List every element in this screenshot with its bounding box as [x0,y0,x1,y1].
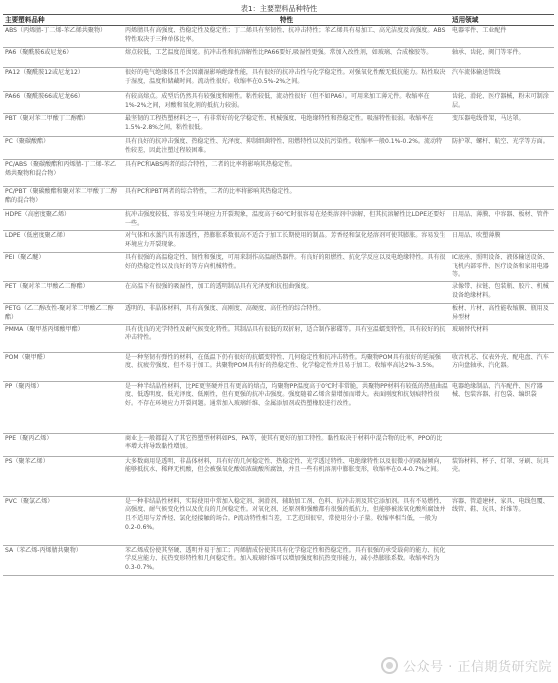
plastic-type-cell: POM（聚甲醛） [3,352,123,381]
applications-cell: 轴承、齿轮、阀门等零件。 [450,48,554,68]
table-header-row [3,15,554,26]
applications-cell [450,160,554,187]
table-row [3,433,554,456]
table-row [3,381,554,433]
applications-cell [450,545,554,575]
table-row [3,92,554,114]
applications-cell [450,433,554,456]
applications-cell: 板材、片材、高性能收缩膜、瓶用及异型材 [450,304,554,324]
properties-cell: 熔点较低，工艺温度范围宽。抗冲击性和抗溶解性比PA66要好,吸湿性更强。常加入改性剂，如玻璃、合成橡胶等。 [123,48,450,68]
plastic-type-cell: PS（聚苯乙烯） [3,456,123,496]
table-row [3,324,554,352]
table-row [3,456,554,496]
properties-cell: 在高温下有很强的吸湿性，加工的透明制品具有光泽度和抗扭曲强度。 [123,282,450,304]
applications-cell: 日用品、吹塑薄膜 [450,231,554,253]
plastic-type-cell: PETG（乙二醇改性-聚对苯二甲酸乙二醇酯） [3,304,123,324]
properties-cell: 具有良好的抗冲击强度、热稳定性、光泽度、抑制细菌特性、阻燃特性以及抗污染性。收缩率一般0.1%-0.2%。流动特性较差，因此注塑过程较困难。 [123,137,450,160]
table-row [3,48,554,68]
table-row [3,26,554,48]
table-row [3,187,554,210]
plastic-type-cell: PBT（聚对苯二甲酸丁二醇酯） [3,114,123,137]
applications-cell: IC底座、照明设备、液体输送设备、飞机内部零件、医疗设备和家用电器等。 [450,253,554,282]
plastic-type-cell: HDPE（高密度聚乙烯） [3,210,123,231]
plastic-type-cell: PA12（聚酰胺12或尼龙12） [3,68,123,92]
plastic-type-cell: PEI（聚乙醚） [3,253,123,282]
properties-cell: 抗冲击强度较低、容易发生环境应力开裂现象，温度高于60℃时很容易在烃类溶剂中溶解，但其抗溶解性比LDPE还要好一些。 [123,210,450,231]
applications-cell: 汽车流体输送管线 [450,68,554,92]
properties-cell: 最坚韧的工程热塑材料之一，有非常好的化学稳定性、机械强度、电绝缘特性和热稳定性。吸湿特性很弱。收缩率在1.5%-2.8%之间，粘性很低。 [123,114,450,137]
applications-cell: 变压器电线骨架，马达罩。 [450,114,554,137]
properties-cell: 大多数商用是透明、非晶体材料，具有好的几何稳定性、热稳定性、光学透过特性、电绝缘特性以及很微小的吸湿倾向，能够抵抗水、稀释无机酸，但会被强氧化酸如浓硫酸所腐蚀，并且一些有机溶剂中膨胀变形，收缩率在0.4-0.7%之间。 [123,456,450,496]
applications-cell: 电器零件、工业配件 [450,26,554,48]
watermark [381,656,552,675]
properties-cell: 具有PC和PBT两者的综合特性，二者的比率将影响其热稳定性。 [123,187,450,210]
properties-cell: 丙烯腈具有高强度、热稳定性及稳定性；丁二烯具有坚韧性、抗冲击特性；苯乙烯具有易加工、高光洁度及高强度。ABS特性取决于三种单体比率。 [123,26,450,48]
table-row [3,114,554,137]
watermark-text: 公众号 · 正信期货研究院 [403,660,552,675]
properties-cell: 有较高熔点。成型后仍然具有较强度和刚性。粘性较低，流动性很好（但不如PA6）。可用来加工薄元件。收缩率在1%-2%之间，对酸和氧化剂的抵抗力较弱。 [123,92,450,114]
applications-cell: 装饰材料、杯子、灯罩、牙刷、玩具壳。 [450,456,554,496]
applications-cell: 录像带、拉链、包装瓶、胶片、机械设备绝缘材料。 [450,282,554,304]
table-row [3,282,554,304]
properties-cell: 具有很强的高温稳定性、韧性和强度，可用来制作高温耐热器件。有良好的阻燃性、抗化学反应以及电绝缘特性。具有很好的热稳定性以及良好的等方向机械特性。 [123,253,450,282]
table-row [3,137,554,160]
plastic-type-cell: PMMA（聚甲基丙烯酸甲酯） [3,324,123,352]
properties-cell: 商业上一般都混入了其它热塑型材料如PS、PA等，使其有更好的加工特性。黏性取决于材料中混合物的比率，PPO的比率增大将导致黏性增加。 [123,433,450,456]
applications-cell: 日用品、薄膜、中容器、板材、管件 [450,210,554,231]
applications-cell: 容器、管道建材、家具、电线包覆、线管、鞋、玩具、纤维等。 [450,496,554,545]
header-applications: 适用领域 [450,15,554,26]
table-row [3,231,554,253]
plastic-type-cell: PP（聚丙烯） [3,381,123,433]
properties-cell: 透明的、非晶体材料，具有高强度、高刚度、高硬度、高任性的综合特性。 [123,304,450,324]
table-row [3,253,554,282]
plastic-type-cell: PC/ABS（聚碳酸酯和丙烯腈-丁二烯-苯乙烯共聚物和混合物） [3,160,123,187]
plastic-type-cell: PC/PBT（聚碳酸酯和聚对苯二甲酸丁二醇酯的混合物） [3,187,123,210]
plastic-type-cell: PET（聚对苯二甲酸乙二醇酯） [3,282,123,304]
header-plastic-type: 主要塑料品种 [3,15,123,26]
applications-cell [450,187,554,210]
properties-cell: 是一种半结晶性材料，比PE更坚硬并且有更高的熔点，均聚物PP温度高于0℃时非常脆，共聚物PP材料有较低的热扭曲温度、低透明度、低光泽度、低刚性，但有更强的抗冲击强度。强度随着乙烯含量增加而增大。表面刚度和抗划痕特性很好。不存在环境应力开裂问题。通常加入玻璃纤维、金属添加剂或热塑橡胶进行改性。 [123,381,450,433]
properties-cell: 是一种坚韧有弹性的材料，在低温下仍有很好的抗蠕变特性、几何稳定性和抗冲击特性。均聚物POM具有很好的延展强度、抗疲劳强度、但不易于加工。共聚物POM具有好的热稳定性、化学稳定性并且易于加工。收缩率高达2%-3.5%。 [123,352,450,381]
properties-cell: 具有优良的光学特性及耐气候变化特性。其制品具有很低的双折射，适合制作影碟等。具有室温蠕变特性，具有较好的抗冲击特性。 [123,324,450,352]
properties-cell: 苯乙烯成份使其坚硬、透明并易于加工；丙烯腈成份使其具有化学稳定性和热稳定性。具有很强的承受载荷的能力、抗化学反应能力、抗热变形特性和几何稳定性。加入玻璃纤维可以增加强度和抗热变形能力，减小热膨胀系数。收缩率约为0.3-0.7%。 [123,545,450,575]
applications-cell: 齿轮、滑轮、医疗器械，粉末可制涂层。 [450,92,554,114]
header-properties: 特性 [123,15,450,26]
applications-cell: 玻璃替代材料 [450,324,554,352]
table-row [3,68,554,92]
plastic-type-cell: ABS（丙烯腈-丁二烯-苯乙烯共聚物） [3,26,123,48]
plastic-type-cell: PPE（聚丙乙烯） [3,433,123,456]
properties-cell: 对气体和水蒸汽具有渗透性，热膨胀系数很高不适合于加工长期使用的制品。芳香烃和氯化烃溶剂可使其膨胀。容易发生环境应力开裂现象。 [123,231,450,253]
plastic-type-cell: SA（苯乙烯-丙烯腈共聚物） [3,545,123,575]
properties-cell: 很好的电气绝缘体且不会因潮湿影响绝缘性能，具有很好的抗冲击性与化学稳定性。对强氧化性酸无抵抗能力。粘性取决于湿度，温度和储藏时间。流动性很好。收缩率在0.5%-2%之间。 [123,68,450,92]
table-body [3,26,554,576]
properties-cell: 是一种非结晶性材料，实际使用中常加入稳定剂、润滑剂、辅助加工剂、色料、抗冲击剂及其它添加剂。具有不易燃性、高强度、耐气候变化性以及优良的几何稳定性。对氧化剂、还原剂和强酸都有很强的抵抗力，但能够被浓氧化酸所腐蚀并且不适用与芳香烃、氯化烃接触的场合。P流动特性相当差，工艺范围很窄，常使用分小子量。收缩率相当低，一般为0.2-0.6%。 [123,496,450,545]
plastic-type-cell: PVC（聚氯乙烯） [3,496,123,545]
plastic-type-cell: LDPE（低密度聚乙烯） [3,231,123,253]
plastic-type-cell: PC（聚碳酸酯） [3,137,123,160]
table-row [3,545,554,575]
applications-cell: 收音机芯、仪表外壳、配电盘、汽车方向盘轴承、汽化器。 [450,352,554,381]
table-caption: 表1：主要塑料品种特性 [240,4,318,13]
applications-cell: 电器绝缘制品、汽车配件、医疗器械、包装容器、打包袋、编织袋 [450,381,554,433]
applications-cell: 防护罩、螺杆、航空、光学等方面。 [450,137,554,160]
properties-cell: 具有PC和ABS两者的综合特性，二者的比率将影响其热稳定性。 [123,160,450,187]
table-row [3,304,554,324]
plastics-properties-table [3,14,554,576]
table-row [3,210,554,231]
table-row [3,352,554,381]
table-row [3,160,554,187]
plastic-type-cell: PA66（聚酰胺66或尼龙66） [3,92,123,114]
table-row [3,496,554,545]
wechat-official-account-icon [381,657,398,674]
plastic-type-cell: PA6（聚酰胺6或尼龙6） [3,48,123,68]
